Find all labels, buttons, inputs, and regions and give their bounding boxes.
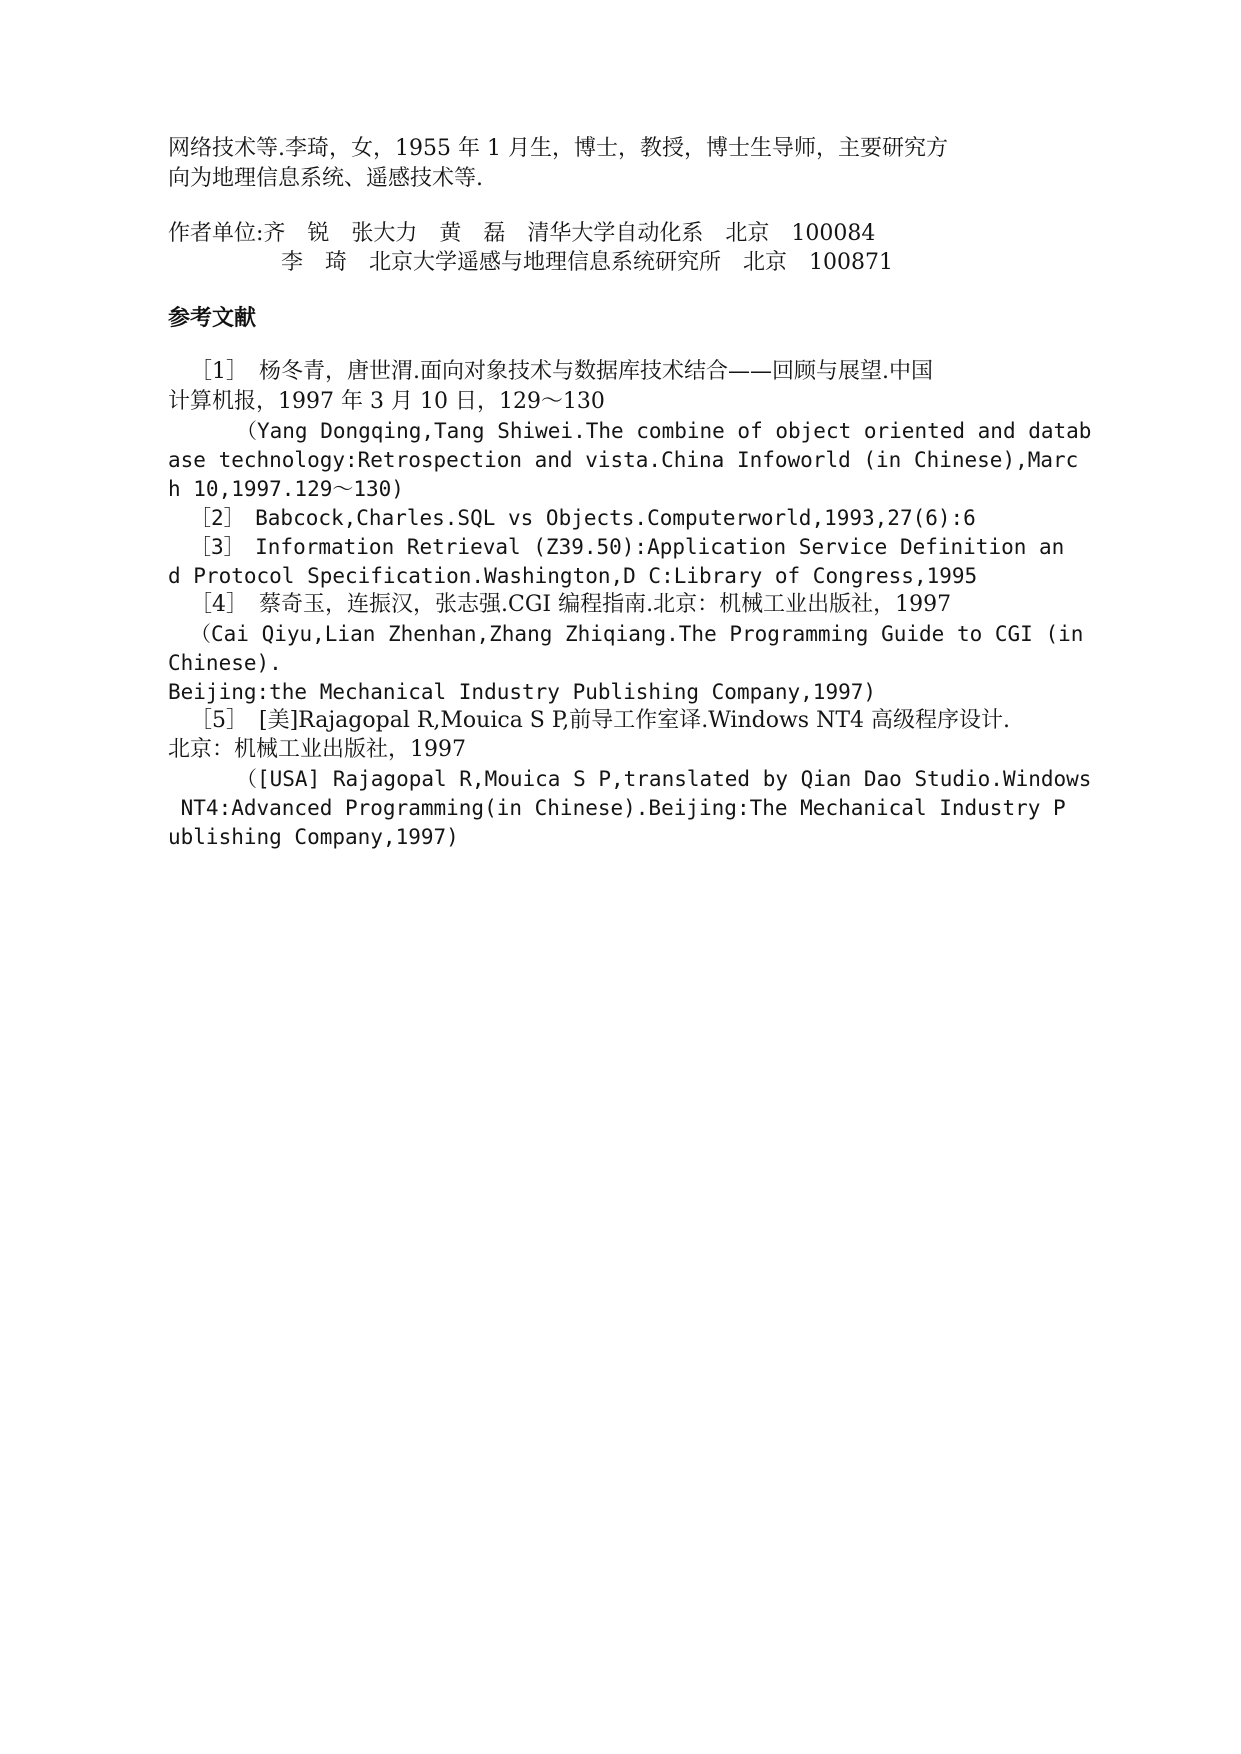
affiliation-line-1: 作者单位:齐 锐 张大力 黄 磊 清华大学自动化系 北京 100084 [168, 221, 876, 246]
reference-3-line-1: ［3］ Information Retrieval (Z39.50):Application Service Definition an [190, 535, 1065, 559]
reference-4-line-3: Chinese). [168, 651, 282, 675]
bio-line-2: 向为地理信息系统、遥感技术等. [168, 166, 483, 191]
reference-5-line-5: ublishing Company,1997) [168, 825, 459, 849]
reference-4-line-1: ［4］ 蔡奇玉，连振汉，张志强.CGI 编程指南.北京：机械工业出版社，1997 [190, 592, 952, 617]
reference-2-line-1: ［2］ Babcock,Charles.SQL vs Objects.Computerworld,1993,27(6):6 [190, 506, 976, 530]
reference-5-line-4: NT4:Advanced Programming(in Chinese).Beijing:The Mechanical Industry P [168, 796, 1066, 820]
reference-1-line-2: 计算机报，1997 年 3 月 10 日，129～130 [168, 389, 605, 414]
references-heading: 参考文献 [168, 306, 257, 331]
reference-5-line-1: ［5］ [美]Rajagopal R,Mouica S P,前导工作室译.Windows NT4 高级程序设计. [190, 708, 1010, 733]
reference-3-line-2: d Protocol Specification.Washington,D C:Library of Congress,1995 [168, 564, 978, 588]
reference-5-line-2: 北京：机械工业出版社，1997 [168, 737, 466, 762]
reference-1-line-5: h 10,1997.129～130) [168, 477, 404, 501]
affiliation-line-2: 李 琦 北京大学遥感与地理信息系统研究所 北京 100871 [281, 250, 893, 275]
reference-1-line-4: ase technology:Retrospection and vista.China Infoworld (in Chinese),Marc [168, 448, 1079, 472]
reference-5-line-3: （[USA] Rajagopal R,Mouica S P,translated by Qian Dao Studio.Windows [236, 767, 1092, 791]
reference-4-line-4: Beijing:the Mechanical Industry Publishing Company,1997) [168, 680, 877, 704]
reference-1-line-1: ［1］ 杨冬青，唐世渭.面向对象技术与数据库技术结合——回顾与展望.中国 [190, 359, 933, 384]
bio-line-1: 网络技术等.李琦，女，1955 年 1 月生，博士，教授，博士生导师，主要研究方 [168, 136, 948, 161]
reference-1-line-3: （Yang Dongqing,Tang Shiwei.The combine of object oriented and datab [236, 419, 1092, 443]
reference-4-line-2: （Cai Qiyu,Lian Zhenhan,Zhang Zhiqiang.The Programming Guide to CGI (in [190, 622, 1084, 646]
